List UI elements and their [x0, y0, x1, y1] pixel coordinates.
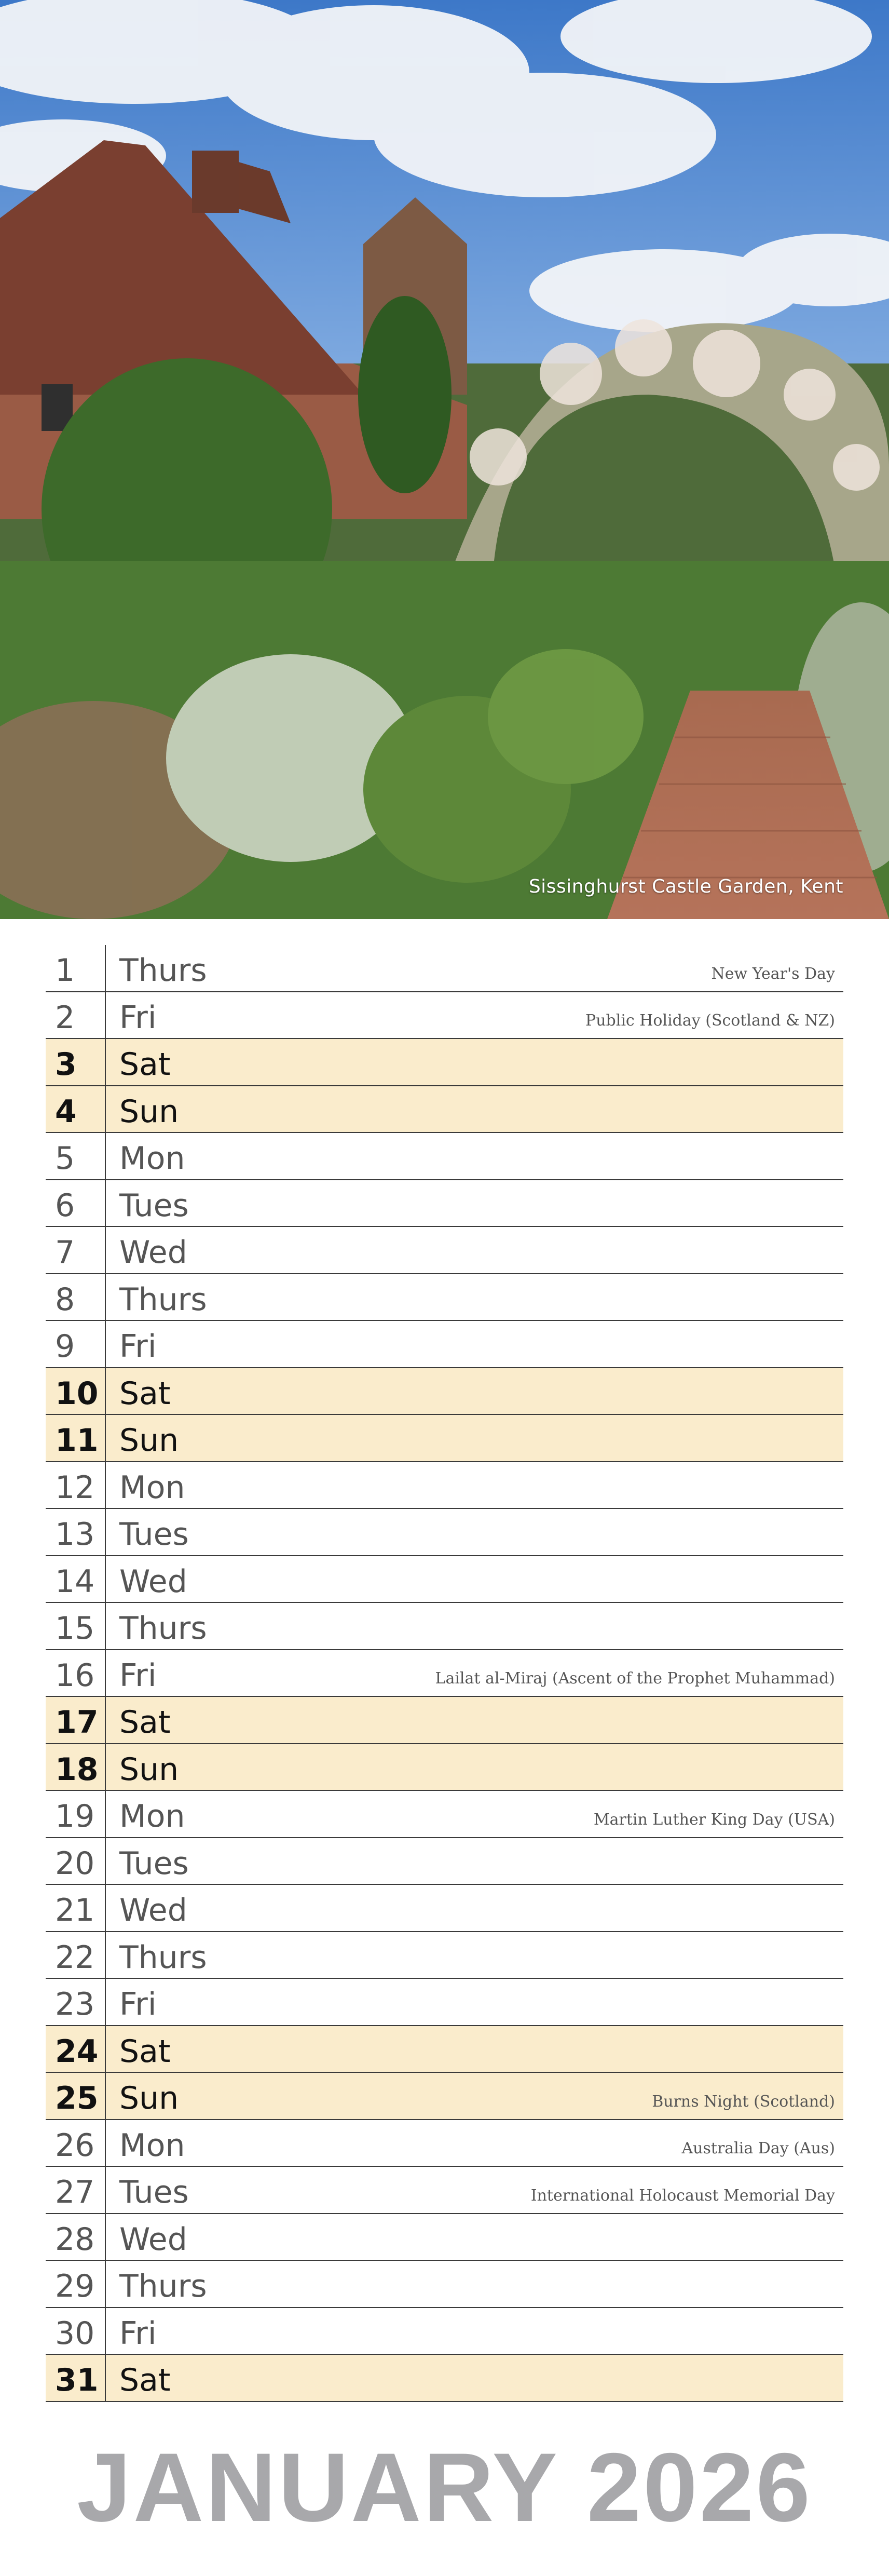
- day-name: Mon: [119, 1140, 185, 1177]
- day-name: Sun: [119, 1422, 179, 1459]
- day-number: 31: [55, 2362, 99, 2398]
- day-number: 9: [55, 1328, 75, 1365]
- day-number: 5: [55, 1140, 75, 1177]
- day-row: [46, 1556, 843, 1603]
- day-number: 7: [55, 1234, 75, 1271]
- day-name: Wed: [119, 1234, 187, 1271]
- day-name: Thurs: [119, 2268, 207, 2304]
- day-name: Mon: [119, 2127, 185, 2164]
- column-divider: [105, 1180, 106, 1226]
- holiday-note: Australia Day (Aus): [681, 2139, 835, 2157]
- column-divider: [105, 945, 106, 991]
- day-number: 22: [55, 1939, 95, 1976]
- holiday-note: Lailat al-Miraj (Ascent of the Prophet Muhammad): [435, 1669, 835, 1688]
- column-divider: [105, 2308, 106, 2354]
- day-row: [46, 1321, 843, 1368]
- day-name: Mon: [119, 1798, 185, 1835]
- column-divider: [105, 1932, 106, 1978]
- holiday-note: Burns Night (Scotland): [652, 2092, 835, 2111]
- day-name: Sun: [119, 2080, 179, 2116]
- column-divider: [105, 1791, 106, 1837]
- day-number: 15: [55, 1610, 95, 1647]
- day-row: [46, 1509, 843, 1556]
- day-row: [46, 2073, 843, 2120]
- day-name: Fri: [119, 1657, 157, 1694]
- day-number: 10: [55, 1375, 99, 1412]
- day-row: [46, 1603, 843, 1650]
- day-row: [46, 1791, 843, 1838]
- column-divider: [105, 1086, 106, 1132]
- day-number: 14: [55, 1563, 95, 1600]
- column-divider: [105, 1509, 106, 1555]
- day-name: Sat: [119, 1375, 171, 1412]
- day-row: [46, 1227, 843, 1274]
- holiday-note: Martin Luther King Day (USA): [593, 1810, 835, 1829]
- column-divider: [105, 1321, 106, 1367]
- day-number: 30: [55, 2315, 95, 2352]
- column-divider: [105, 1979, 106, 2025]
- day-number: 1: [55, 952, 75, 989]
- column-divider: [105, 1744, 106, 1790]
- day-number: 25: [55, 2080, 99, 2116]
- day-number: 12: [55, 1469, 95, 1506]
- day-row: [46, 2167, 843, 2214]
- day-number: 20: [55, 1845, 95, 1882]
- day-row: [46, 2261, 843, 2308]
- column-divider: [105, 2214, 106, 2260]
- day-row: [46, 1885, 843, 1932]
- day-row: [46, 1650, 843, 1697]
- day-name: Thurs: [119, 1281, 207, 1318]
- column-divider: [105, 1603, 106, 1649]
- day-number: 28: [55, 2221, 95, 2258]
- day-name: Tues: [119, 1845, 189, 1882]
- day-name: Sat: [119, 2033, 171, 2070]
- day-row: [46, 1979, 843, 2026]
- day-row: [46, 1039, 843, 1086]
- day-row: [46, 1415, 843, 1462]
- column-divider: [105, 1274, 106, 1320]
- column-divider: [105, 1838, 106, 1884]
- column-divider: [105, 1556, 106, 1602]
- day-number: 21: [55, 1892, 95, 1928]
- garden-photo: [0, 0, 889, 919]
- column-divider: [105, 1885, 106, 1931]
- day-row: [46, 1932, 843, 1979]
- day-row: [46, 1838, 843, 1885]
- day-number: 13: [55, 1516, 95, 1553]
- day-row: [46, 2355, 843, 2402]
- day-name: Thurs: [119, 1610, 207, 1647]
- column-divider: [105, 1650, 106, 1696]
- day-number: 19: [55, 1798, 95, 1835]
- column-divider: [105, 1039, 106, 1085]
- day-name: Wed: [119, 1892, 187, 1928]
- month-title: JANUARY 2026: [77, 2433, 812, 2542]
- day-name: Tues: [119, 2174, 189, 2210]
- day-name: Sun: [119, 1751, 179, 1788]
- day-row: [46, 1462, 843, 1509]
- holiday-note: Public Holiday (Scotland & NZ): [585, 1011, 835, 1030]
- day-number: 17: [55, 1704, 99, 1741]
- column-divider: [105, 1227, 106, 1273]
- day-name: Thurs: [119, 952, 207, 989]
- column-divider: [105, 2355, 106, 2401]
- column-divider: [105, 2026, 106, 2072]
- day-list: [46, 945, 843, 2402]
- day-row: [46, 2120, 843, 2167]
- day-name: Wed: [119, 2221, 187, 2258]
- day-number: 2: [55, 999, 75, 1036]
- column-divider: [105, 2120, 106, 2166]
- day-row: [46, 945, 843, 992]
- day-number: 29: [55, 2268, 95, 2304]
- day-name: Wed: [119, 1563, 187, 1600]
- day-name: Sat: [119, 1046, 171, 1083]
- day-number: 24: [55, 2033, 99, 2070]
- day-name: Fri: [119, 999, 157, 1036]
- day-number: 11: [55, 1422, 99, 1459]
- holiday-note: New Year's Day: [711, 964, 835, 983]
- day-number: 4: [55, 1093, 77, 1130]
- day-row: [46, 1086, 843, 1134]
- column-divider: [105, 2073, 106, 2119]
- day-row: [46, 2308, 843, 2355]
- day-number: 26: [55, 2127, 95, 2164]
- day-number: 3: [55, 1046, 77, 1083]
- day-row: [46, 1133, 843, 1180]
- day-row: [46, 2026, 843, 2073]
- day-name: Sat: [119, 1704, 171, 1741]
- column-divider: [105, 1368, 106, 1414]
- day-name: Sun: [119, 1093, 179, 1130]
- column-divider: [105, 1697, 106, 1743]
- day-row: [46, 1368, 843, 1415]
- column-divider: [105, 1415, 106, 1461]
- day-row: [46, 1274, 843, 1321]
- holiday-note: International Holocaust Memorial Day: [530, 2186, 835, 2205]
- day-name: Fri: [119, 1328, 157, 1365]
- day-name: Fri: [119, 1986, 157, 2022]
- day-number: 27: [55, 2174, 95, 2210]
- day-row: [46, 1180, 843, 1228]
- day-number: 16: [55, 1657, 95, 1694]
- photo-caption: Sissinghurst Castle Garden, Kent: [528, 876, 843, 897]
- day-name: Mon: [119, 1469, 185, 1506]
- day-row: [46, 1697, 843, 1744]
- day-name: Tues: [119, 1516, 189, 1553]
- column-divider: [105, 2167, 106, 2213]
- column-divider: [105, 2261, 106, 2307]
- day-name: Sat: [119, 2362, 171, 2398]
- day-name: Thurs: [119, 1939, 207, 1976]
- day-row: [46, 992, 843, 1040]
- day-number: 6: [55, 1187, 75, 1224]
- day-name: Tues: [119, 1187, 189, 1224]
- day-number: 18: [55, 1751, 99, 1788]
- column-divider: [105, 1462, 106, 1508]
- day-name: Fri: [119, 2315, 157, 2352]
- day-row: [46, 1744, 843, 1791]
- day-number: 23: [55, 1986, 95, 2022]
- day-number: 8: [55, 1281, 75, 1318]
- column-divider: [105, 1133, 106, 1179]
- column-divider: [105, 992, 106, 1039]
- day-row: [46, 2214, 843, 2261]
